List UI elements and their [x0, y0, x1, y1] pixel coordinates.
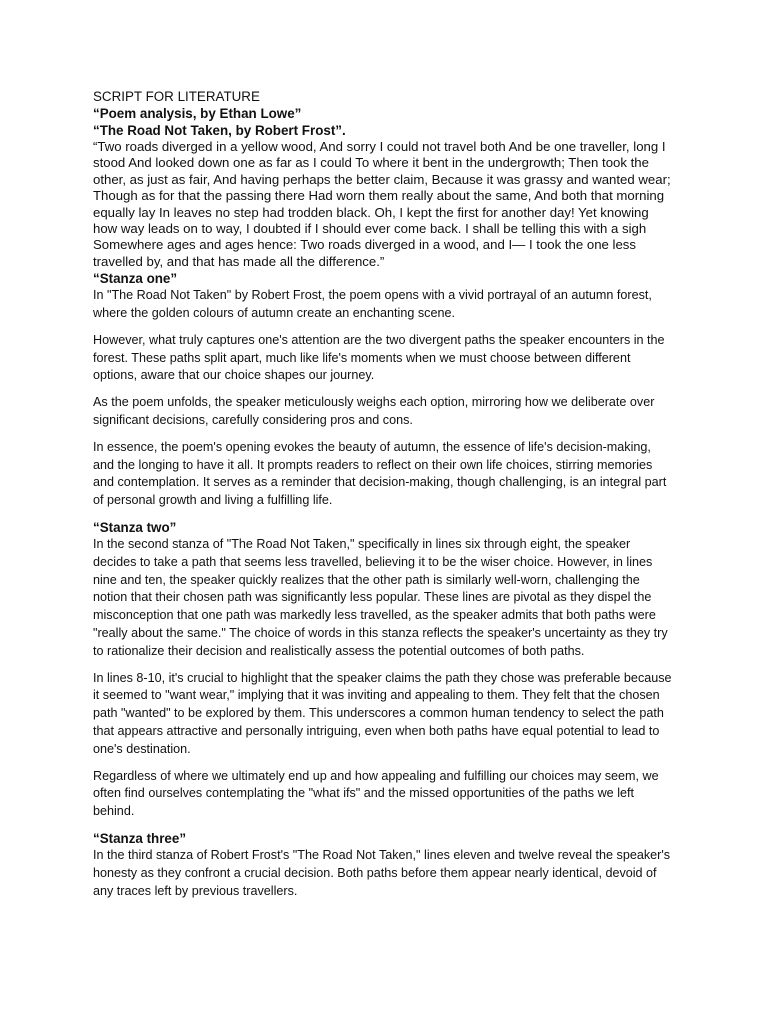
poem-text: “Two roads diverged in a yellow wood, And sorry I could not travel both And be one traveller, long I stood And looked down one as far as I could To where it bent in the undergrowth; Then took the other, as just as fair, And having perhaps the better claim, Because it was grassy and wanted wear; Though as for that the passing there Had worn them really about the same, And both that morning equally lay In leaves no step had trodden black. Oh, I kept the first for another day! Yet knowing how way leads on to way, I doubted if I should ever come back. I shall be telling this with a sigh Somewhere ages and ages hence: Two roads diverged in a wood, and I— I took the one less travelled by, and that has made all the difference.” — [93, 139, 671, 269]
paragraph: In "The Road Not Taken" by Robert Frost, the poem opens with a vivid portrayal of an autumn forest, where the golden colours of autumn create an enchanting scene. — [93, 288, 652, 321]
stanza-three-title: “Stanza three” — [93, 830, 187, 846]
document-subtitle: “Poem analysis, by Ethan Lowe” — [93, 106, 302, 121]
paragraph: As the poem unfolds, the speaker meticulously weighs each option, mirroring how we deliberate over significant decisions, carefully considering pros and cons. — [93, 395, 655, 428]
stanza-one-title: “Stanza one” — [93, 271, 178, 287]
document-page — [93, 88, 675, 909]
paragraph: In lines 8-10, it's crucial to highlight that the speaker claims the path they chose was preferable because it seemed to "want wear," implying that it was inviting and appealing to them. They felt that the chosen path "wanted" to be explored by them. This underscores a common human tendency to select the path that appears attractive and personally intriguing, even when both paths have equal potential to lead to one's destination. — [93, 670, 672, 756]
paragraph: In the second stanza of "The Road Not Taken," specifically in lines six through eight, the speaker decides to take a path that seems less travelled, believing it to be the wiser choice. However, in lines nine and ten, the speaker quickly realizes that the other path is similarly well-worn, challenging the notion that their chosen path was significantly less popular. These lines are pivotal as they dispel the misconception that one path was markedly less travelled, as the speaker admits that both paths were "really about the same." The choice of words in this stanza reflects the speaker's uncertainty as they try to rationalize their decision and realistically assess the potential outcomes of both paths. — [93, 537, 668, 658]
paragraph: However, what truly captures one's attention are the two divergent paths the speaker encounters in the forest. These paths split apart, much like life's moments when we must choose between different options, aware that our choice shapes our journey. — [93, 332, 665, 383]
paragraph: Regardless of where we ultimately end up and how appealing and fulfilling our choices may seem, we often find ourselves contemplating the "what ifs" and the missed opportunities of the paths we left behind. — [93, 768, 659, 819]
document-label: SCRIPT FOR LITERATURE — [93, 89, 260, 104]
stanza-two-title: “Stanza two” — [93, 520, 177, 536]
poem-title: “The Road Not Taken, by Robert Frost”. — [93, 123, 346, 138]
paragraph: In essence, the poem's opening evokes the beauty of autumn, the essence of life's decision-making, and the longing to have it all. It prompts readers to reflect on their own life choices, stirring memories and contemplation. It serves as a reminder that decision-making, though challenging, is an integral part of personal growth and living a fulfilling life. — [93, 439, 667, 508]
paragraph: In the third stanza of Robert Frost's "The Road Not Taken," lines eleven and twelve reveal the speaker's honesty as they confront a crucial decision. Both paths before them appear nearly identical, devoid of any traces left by previous travellers. — [93, 847, 671, 898]
